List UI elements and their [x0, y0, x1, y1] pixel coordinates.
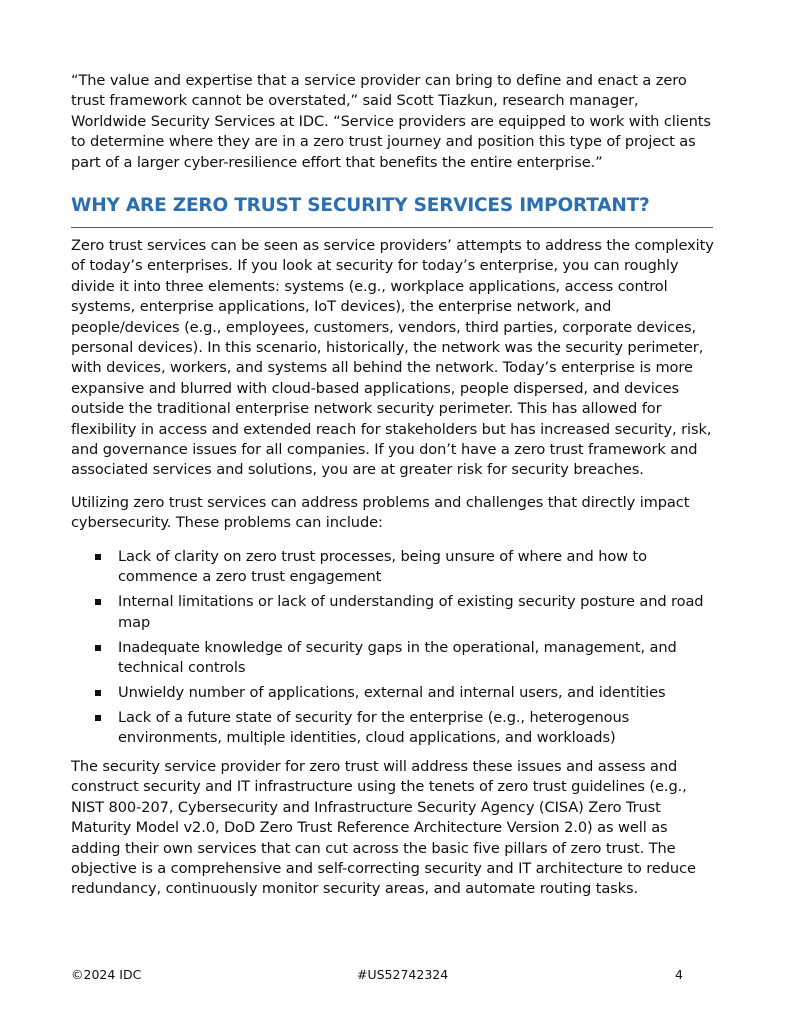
- list-item-text: Lack of clarity on zero trust processes, being unsure of where and how to commence a zero trust engagement: [118, 548, 648, 586]
- body-paragraph-3: The security service provider for zero trust will address these issues and assess and construct security and IT infrastructure using the tenets of zero trust guidelines (e.g., NIST 800-207, Cybersecurity and Infrastructure Security Agency (CISA) Zero Trust Maturity Model v2.0, DoD Zero Trust Reference Architecture Version 2.0) as well as adding their own services that can cut across the basic five pillars of zero trust. The objective is a comprehensive and self-correcting security and IT architecture to reduce redundancy, continuously monitor security areas, and automate routing tasks.: [71, 758, 696, 898]
- list-item: [71, 708, 716, 749]
- list-item-text: Lack of a future state of security for the enterprise (e.g., heterogenous environments, multiple identities, cloud applications, and workloads): [118, 708, 630, 747]
- list-item-text: Unwieldy number of applications, external and internal users, and identities: [118, 683, 666, 701]
- list-item: [71, 683, 716, 703]
- footer-copyright: ©2024 IDC: [71, 967, 142, 982]
- list-item: [71, 547, 716, 588]
- list-item-text: Inadequate knowledge of security gaps in the operational, management, and technical controls: [118, 638, 677, 677]
- body-paragraph-1: Zero trust services can be seen as service providers’ attempts to address the complexity of today’s enterprises. If you look at security for today’s enterprise, you can roughly divide it into three elements: systems (e.g., workplace applications, access control systems, enterprise applications, IoT devices), the enterprise network, and people/devices (e.g., employees, customers, vendors, third parties, corporate devices, personal devices). In this scenario, historically, the network was the security perimeter, with devices, workers, and systems all behind the network. Today’s enterprise is more expansive and blurred with cloud-based applications, people dispersed, and devices outside the traditional enterprise network security perimeter. This has allowed for flexibility in access and extended reach for stakeholders but has increased security, risk, and governance issues for all companies. If you don’t have a zero trust framework and associated services and solutions, you are at greater risk for security breaches.: [71, 237, 714, 479]
- square-bullet-icon: [95, 690, 101, 696]
- section-heading: WHY ARE ZERO TRUST SECURITY SERVICES IMPORTANT?: [71, 195, 650, 216]
- list-item-text: Internal limitations or lack of understanding of existing security posture and road map: [118, 593, 704, 631]
- problems-list: [71, 547, 716, 753]
- list-item: [71, 638, 716, 679]
- list-item: [71, 592, 716, 633]
- quote-paragraph: “The value and expertise that a service provider can bring to define and enact a zero trust framework cannot be overstated,” said Scott Tiazkun, research manager, Worldwide Security Services at IDC. “Service providers are equipped to work with clients to determine where they are in a zero trust journey and position this type of project as part of a larger cyber-resilience effort that benefits the entire enterprise.”: [71, 72, 711, 171]
- square-bullet-icon: [95, 599, 101, 605]
- heading-divider: [71, 227, 713, 228]
- body-paragraph-2: Utilizing zero trust services can address problems and challenges that directly impact cybersecurity. These problems can include:: [71, 494, 690, 532]
- footer-page-number: 4: [675, 967, 683, 982]
- square-bullet-icon: [95, 715, 101, 721]
- footer-doc-id: #US52742324: [357, 967, 449, 982]
- square-bullet-icon: [95, 554, 101, 560]
- square-bullet-icon: [95, 645, 101, 651]
